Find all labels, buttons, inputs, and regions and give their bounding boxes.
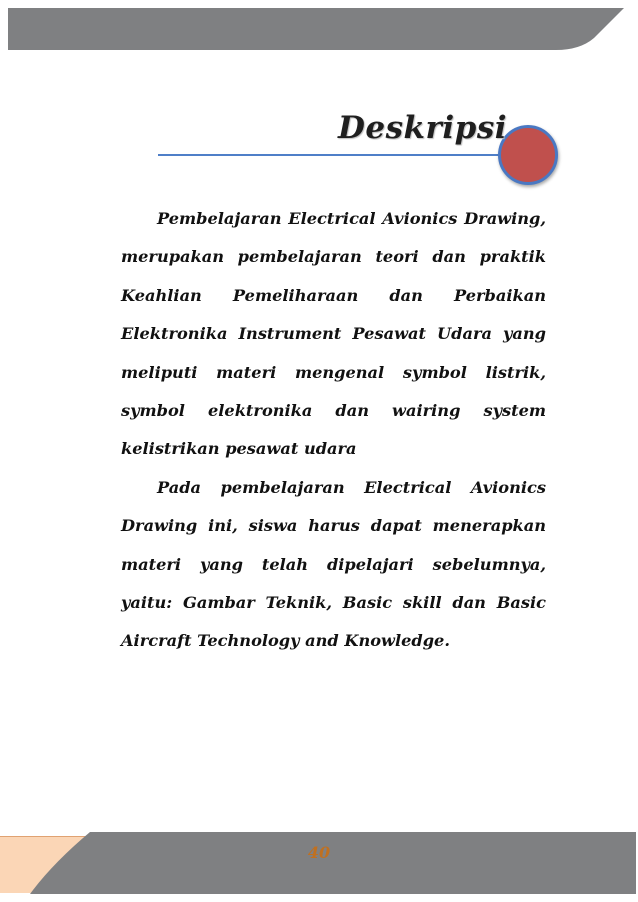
section-header — [0, 100, 638, 180]
title-underline — [158, 154, 550, 156]
paragraph-2: Pada pembelajaran Electrical Avionics Drawing ini, siswa harus dapat menerapkan materi yang telah dipelajari sebelumnya, yaitu: Gambar Teknik, Basic skill dan Basic Aircraft Technology and Knowledge. — [121, 477, 546, 651]
page-number: 40 — [307, 843, 331, 862]
top-banner — [8, 8, 624, 50]
bottom-banner — [30, 832, 636, 894]
section-title: Deskripsi — [338, 110, 508, 146]
description-body — [121, 200, 546, 661]
paragraph-1: Pembelajaran Electrical Avionics Drawing, merupakan pembelajaran teori dan praktik Keahlian Pemeliharaan dan Perbaikan Elektronika Instrument Pesawat Udara yang meliputi materi mengenal symbol listrik, symbol elektronika dan wairing system kelistrikan pesawat udara — [121, 209, 546, 459]
